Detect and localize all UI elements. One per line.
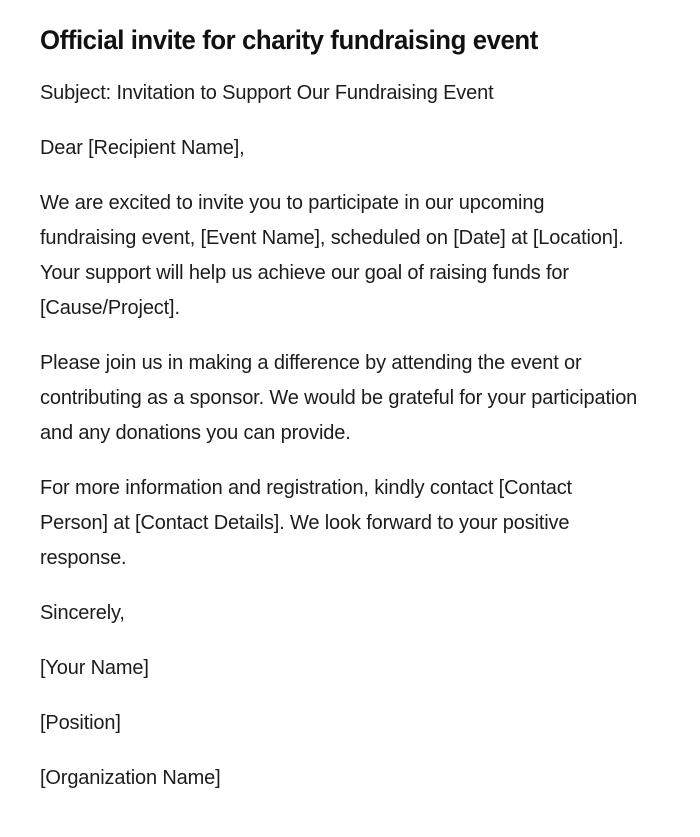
page-title: Official invite for charity fundraising event <box>40 25 538 55</box>
signature-organization: [Organization Name] <box>40 766 221 789</box>
document-body <box>40 56 660 795</box>
paragraph-call-to-action: Please join us in making a difference by attending the event or contributing as a sponsor. We would be grateful for your participation and any donations you can provide. <box>40 351 638 444</box>
paragraph-closing: Sincerely, <box>40 601 125 624</box>
paragraph-salutation: Dear [Recipient Name], <box>40 136 245 159</box>
paragraph-intro: We are excited to invite you to participate in our upcoming fundraising event, [Event Name], scheduled on [Date] at [Location]. Your support will help us achieve our goal of raising funds for [Cause/Project]. <box>40 191 624 319</box>
signature-position: [Position] <box>40 711 121 734</box>
paragraph-contact: For more information and registration, kindly contact [Contact Person] at [Contact Details]. We look forward to your positive response. <box>40 476 572 569</box>
paragraph-subject: Subject: Invitation to Support Our Fundraising Event <box>40 81 494 104</box>
signature-name: [Your Name] <box>40 656 149 679</box>
